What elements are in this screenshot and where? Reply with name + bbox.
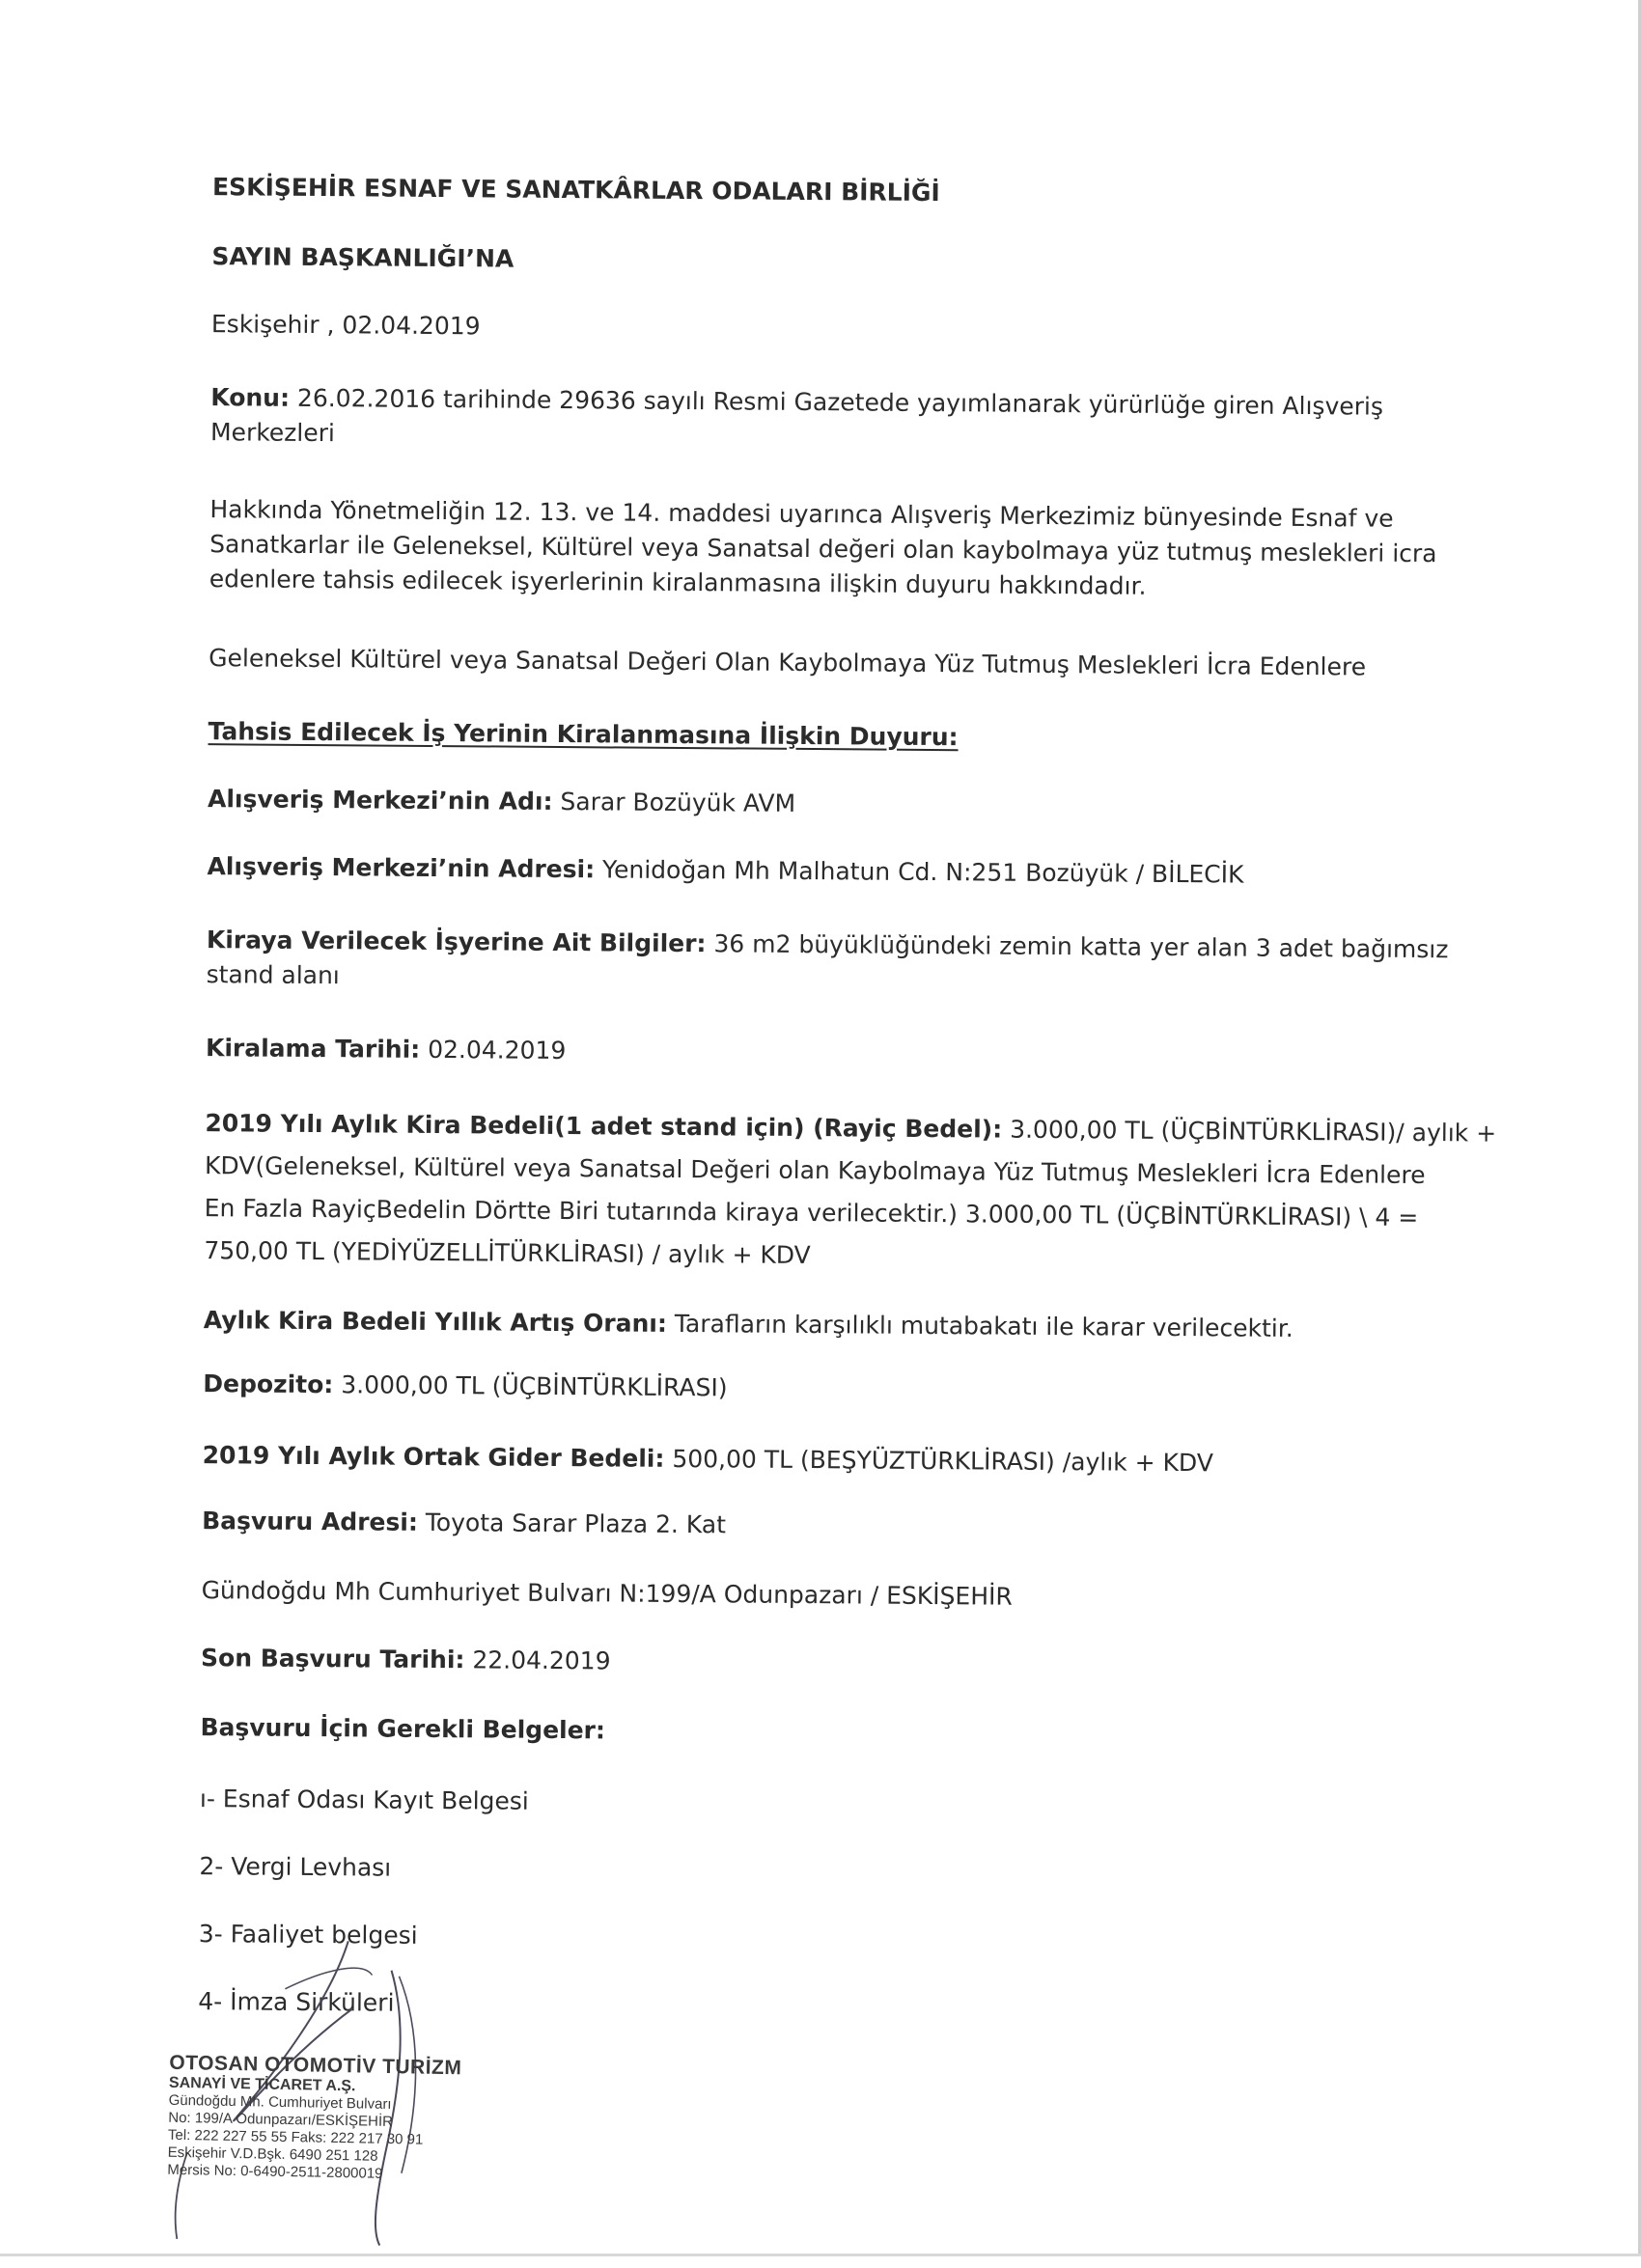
document-item-4: 4- İmza Sirküleri	[198, 1987, 395, 2017]
stamp-line-2: SANAYİ VE TİCARET A.Ş.	[168, 2074, 356, 2095]
stamp-line-6: Eskişehir V.D.Bşk. 6490 251 128	[167, 2144, 378, 2165]
intro-line-3: edenlere tahsis edilecek işyerlerinin kiralanmasına ilişkin duyuru hakkındadır.	[209, 565, 1147, 600]
deposit-value: 3.000,00 TL (ÜÇBİNTÜRKLİRASI)	[333, 1370, 728, 1402]
rent-label: 2019 Yılı Aylık Kira Bedeli(1 adet stand için) (Rayiç Bedel):	[205, 1109, 1003, 1144]
increase-value: Tarafların karşılıklı mutabakatı ile karar verilecektir.	[666, 1309, 1293, 1342]
rent-line-4: 750,00 TL (YEDİYÜZELLİTÜRKLİRASI) / aylık + KDV	[204, 1236, 811, 1270]
rent-date-row	[206, 1031, 567, 1068]
increase-label: Aylık Kira Bedeli Yıllık Artış Oranı:	[203, 1306, 668, 1338]
stamp-line-4: No: 199/A Odunpazarı/ESKİŞEHİR	[168, 2109, 394, 2131]
intro-line-2: Sanatkarlar ile Geleneksel, Kültürel veya Sanatsal değeri olan kaybolmaya yüz tutmuş meslekleri icra	[209, 530, 1437, 568]
mall-name-row	[208, 782, 795, 821]
unit-info-row	[207, 923, 1449, 967]
stamp-line-1: OTOSAN OTOMOTİV TURİZM	[169, 2051, 462, 2080]
addressee: SAYIN BAŞKANLIĞI’NA	[211, 242, 515, 273]
rent-line-2: KDV(Geleneksel, Kültürel veya Sanatsal Değeri olan Kaybolmaya Yüz Tutmuş Meslekleri İcra Edenlere	[204, 1151, 1426, 1190]
apply-address-value: Toyota Sarar Plaza 2. Kat	[417, 1507, 727, 1539]
mall-address-value: Yenidoğan Mh Malhatun Cd. N:251 Bozüyük / BİLECİK	[595, 855, 1244, 889]
apply-address-label: Başvuru Adresi:	[202, 1507, 419, 1536]
mall-address-label: Alışveriş Merkezi’nin Adresi:	[207, 852, 596, 884]
audience-line: Geleneksel Kültürel veya Sanatsal Değeri Olan Kaybolmaya Yüz Tutmuş Meslekleri İcra Edenlere	[209, 644, 1367, 681]
apply-address-line-2: Gündoğdu Mh Cumhuriyet Bulvarı N:199/A Odunpazarı / ESKİŞEHİR	[201, 1576, 1013, 1611]
rent-date-label: Kiralama Tarihi:	[205, 1034, 421, 1064]
subject-line-2: Merkezleri	[209, 418, 336, 448]
unit-info-label: Kiraya Verilecek İşyerine Ait Bilgiler:	[206, 926, 707, 958]
rent-date-value: 02.04.2019	[420, 1035, 567, 1065]
place-date: Eskişehir , 02.04.2019	[210, 310, 481, 341]
deadline-label: Son Başvuru Tarihi:	[200, 1644, 465, 1674]
deposit-row	[203, 1367, 728, 1405]
common-expense-row	[203, 1438, 1213, 1480]
increase-row	[204, 1303, 1293, 1346]
common-expense-value: 500,00 TL (BEŞYÜZTÜRKLİRASI) /aylık + KDV	[664, 1444, 1213, 1478]
stamp-line-5: Tel: 222 227 55 55 Faks: 222 217 30 91	[167, 2126, 424, 2148]
apply-address-row	[202, 1504, 726, 1542]
document-item-3: 3- Faaliyet belgesi	[198, 1920, 418, 1950]
deadline-row	[201, 1641, 611, 1678]
rent-line-3: En Fazla RayiçBedelin Dörtte Biri tutarında kiraya verilecektir.) 3.000,00 TL (ÜÇBİNTÜRKLİRASI) \ 4 =	[204, 1194, 1419, 1232]
documents-heading: Başvuru İçin Gerekli Belgeler:	[200, 1713, 606, 1745]
company-stamp	[167, 2052, 555, 2186]
subject-line	[210, 380, 1383, 425]
mall-address-row	[207, 849, 1243, 892]
stamp-line-3: Gündoğdu Mh. Cumhuriyet Bulvarı	[168, 2091, 392, 2113]
subject-label: Konu:	[210, 383, 291, 412]
rent-value: 3.000,00 TL (ÜÇBİNTÜRKLİRASI)/ aylık +	[1002, 1115, 1497, 1148]
mall-name-label: Alışveriş Merkezi’nin Adı:	[207, 785, 553, 816]
mall-name-value: Sarar Bozüyük AVM	[552, 787, 796, 817]
common-expense-label: 2019 Yılı Aylık Ortak Gider Bedeli:	[202, 1441, 665, 1473]
deposit-label: Depozito:	[203, 1369, 334, 1399]
announcement-title: Tahsis Edilecek İş Yerinin Kiralanmasına İlişkin Duyuru:	[208, 717, 959, 752]
stamp-line-7: Mersis No: 0-6490-2511-2800019	[167, 2161, 383, 2182]
document-item-2: 2- Vergi Levhası	[199, 1852, 392, 1882]
intro-line-1: Hakkında Yönetmeliğin 12. 13. ve 14. maddesi uyarınca Alışveriş Merkezimiz bünyesinde Esnaf ve	[209, 495, 1394, 533]
unit-info-value: 36 m2 büyüklüğündeki zemin katta yer alan 3 adet bağımsız	[706, 929, 1449, 964]
org-name: ESKİŞEHİR ESNAF VE SANATKÂRLAR ODALARI BİRLİĞİ	[211, 173, 940, 207]
deadline-value: 22.04.2019	[464, 1646, 611, 1675]
document-item-1: ı- Esnaf Odası Kayıt Belgesi	[199, 1784, 529, 1815]
rent-row	[205, 1106, 1496, 1151]
subject-text: 26.02.2016 tarihinde 29636 sayılı Resmi Gazetede yayımlanarak yürürlüğe giren Alışveriş	[289, 383, 1384, 421]
unit-info-line-2: stand alanı	[206, 960, 340, 990]
